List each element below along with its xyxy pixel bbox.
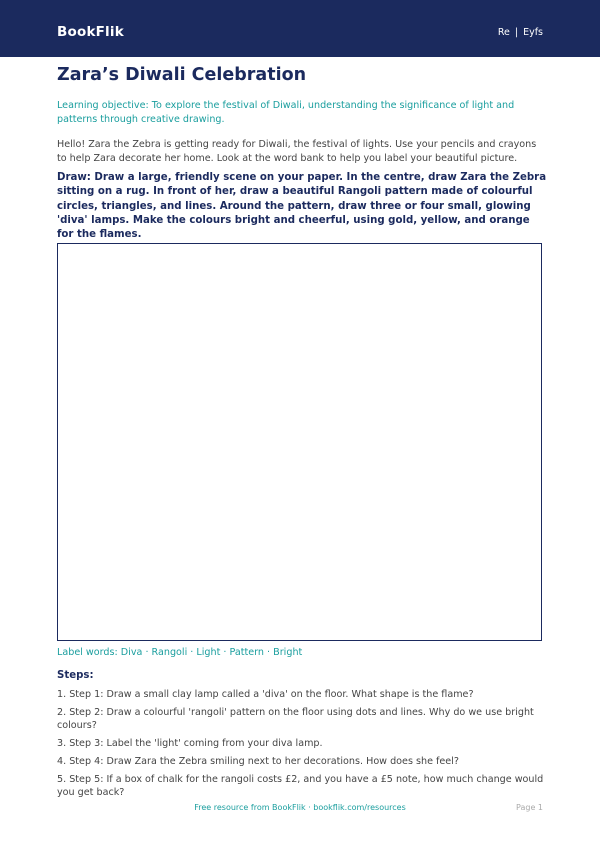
drawing-area[interactable] xyxy=(57,243,542,641)
level-label: Eyfs xyxy=(523,27,543,38)
step-item: 3. Step 3: Label the 'light' coming from your diva lamp. xyxy=(57,738,323,749)
label-words: Label words: Diva · Rangoli · Light · Pattern · Bright xyxy=(57,647,303,658)
learning-objective: Learning objective: To explore the festival of Diwali, understanding the significance of light and patterns through creative drawing. xyxy=(57,100,515,125)
meta-separator: | xyxy=(514,27,519,38)
step-item: 4. Step 4: Draw Zara the Zebra smiling next to her decorations. How does she feel? xyxy=(57,756,459,767)
subject-label: Re xyxy=(497,27,510,38)
intro-text: Hello! Zara the Zebra is getting ready for Diwali, the festival of lights. Use your pencils and crayons to help Zara decorate her home. Look at the word bank to help you label your beautiful picture. xyxy=(57,139,537,164)
page-number: Page 1 xyxy=(516,803,543,812)
brand-logo[interactable]: BookFlik xyxy=(57,24,124,40)
steps-list xyxy=(57,688,547,804)
header-meta xyxy=(498,27,543,38)
step-item: 2. Step 2: Draw a colourful 'rangoli' pattern on the floor using dots and lines. Why do we use bright colours? xyxy=(57,707,534,731)
page-title: Zara’s Diwali Celebration xyxy=(57,65,307,85)
header-bar xyxy=(0,0,600,57)
draw-instruction: Draw: Draw a large, friendly scene on your paper. In the centre, draw Zara the Zebra sitting on a rug. In front of her, draw a beautiful Rangoli pattern made of colourful circles, triangles, and lines. Around the pattern, draw three or four small, glowing 'diva' lamps. Make the colours bright and cheerful, using gold, yellow, and orange for the flames. xyxy=(57,172,547,241)
steps-heading: Steps: xyxy=(57,670,94,681)
step-item: 1. Step 1: Draw a small clay lamp called a 'diva' on the floor. What shape is the flame? xyxy=(57,689,474,700)
step-item: 5. Step 5: If a box of chalk for the rangoli costs £2, and you have a £5 note, how much change would you get back? xyxy=(57,774,544,798)
footer-text[interactable]: Free resource from BookFlik · bookflik.com/resources xyxy=(194,803,406,812)
